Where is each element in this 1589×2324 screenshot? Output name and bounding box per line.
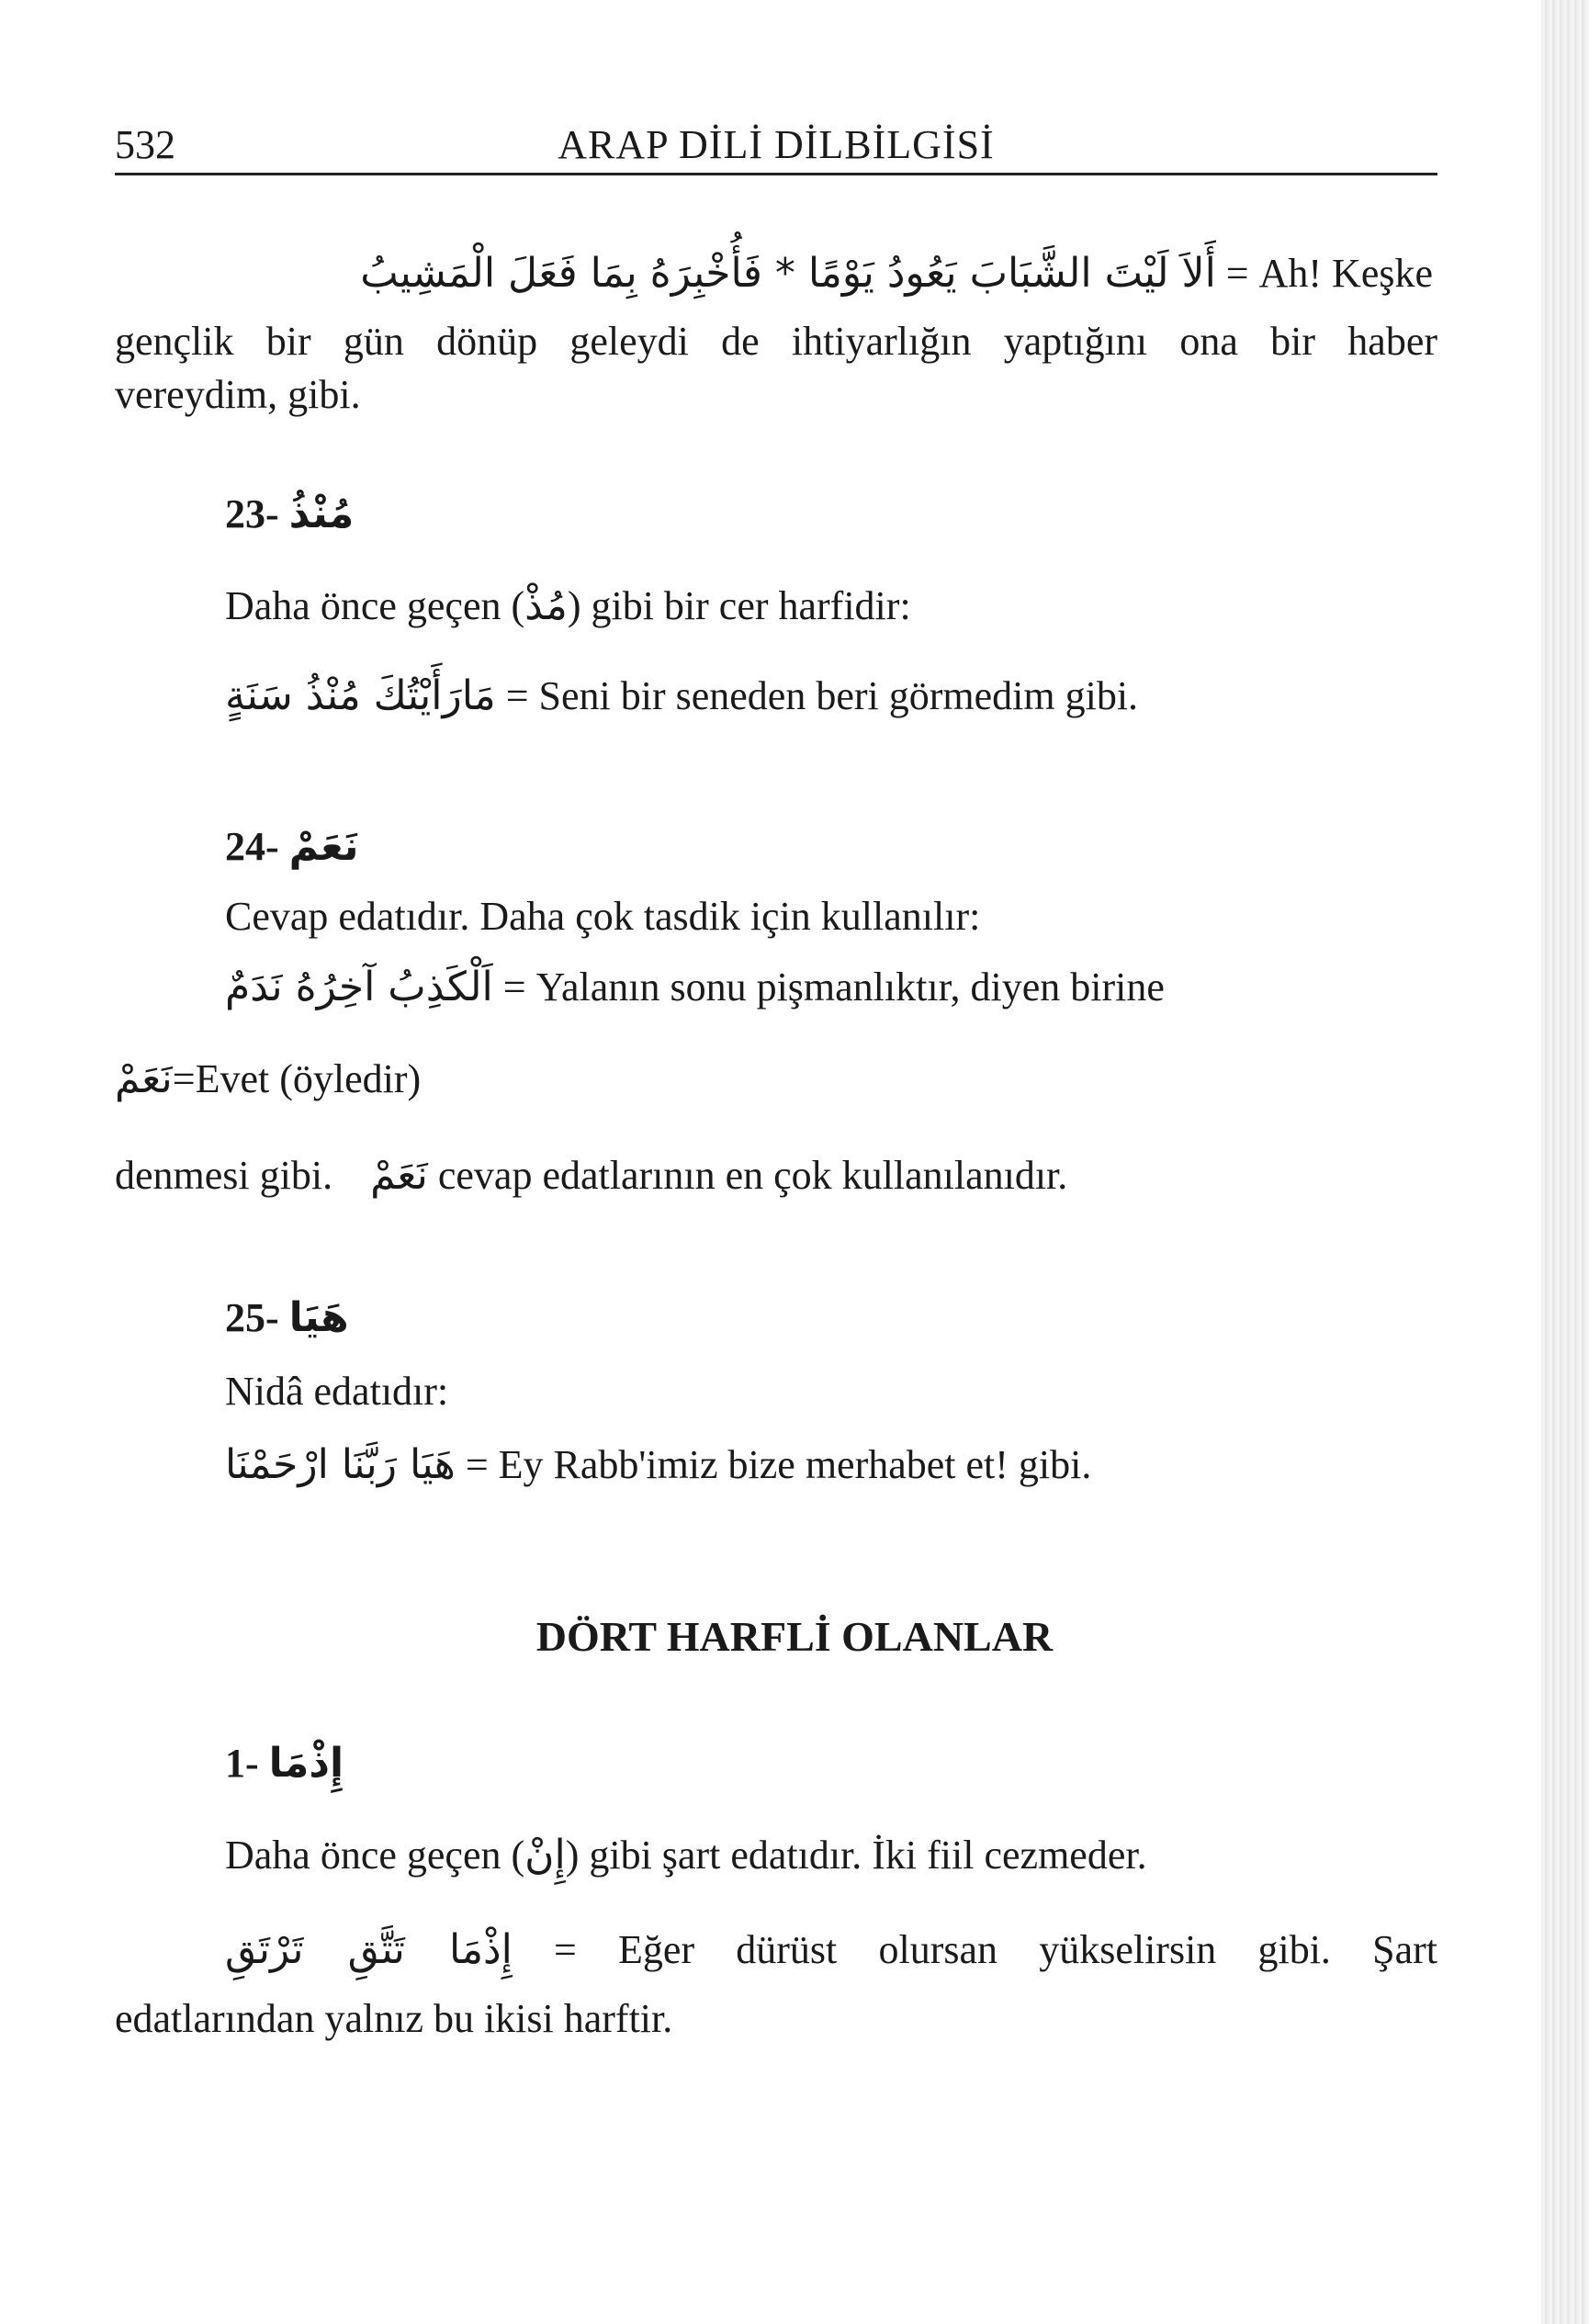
item-1-example-text: = Eğer dürüst olursan yükselirsin gibi. Şart xyxy=(554,1927,1437,1972)
item-1-description xyxy=(225,1828,1147,1883)
item-24-note-before: denmesi gibi. xyxy=(115,1153,333,1198)
item-1-example-line-2: edatlarından yalnız bu ikisi harftir. xyxy=(115,1996,673,2041)
item-24-example-arabic: اَلْكَذِبُ آخِرُهُ نَدَمٌ xyxy=(225,964,493,1010)
item-25-description: Nidâ edatıdır: xyxy=(225,1369,449,1414)
item-24-arabic: نَعَمْ xyxy=(288,823,359,870)
item-25-example xyxy=(225,1438,1091,1493)
item-23-heading xyxy=(225,487,354,542)
item-1-number: 1- xyxy=(225,1741,259,1786)
item-25-heading xyxy=(225,1291,349,1346)
item-1-desc-after: ) gibi şart edatıdır. İki fiil cezmeder. xyxy=(565,1833,1147,1878)
item-23-example-arabic: مَارَأَيْتُكَ مُنْذُ سَنَةٍ xyxy=(225,672,496,719)
item-24-answer-arabic: نَعَمْ xyxy=(115,1055,173,1102)
item-1-heading xyxy=(225,1736,344,1791)
item-23-example xyxy=(225,669,1138,724)
item-25-example-text: = Ey Rabb'imiz bize merhabet et! gibi. xyxy=(465,1442,1092,1487)
intro-eq-text: = Ah! Keşke xyxy=(1225,251,1433,296)
running-title: ARAP DİLİ DİLBİLGİSİ xyxy=(558,122,995,167)
item-24-number: 24- xyxy=(225,824,279,869)
item-24-answer-text: =Evet (öyledir) xyxy=(172,1056,422,1101)
page-header xyxy=(115,118,1437,175)
item-23-description xyxy=(225,579,911,634)
intro-line-2: gençlik bir gün dönüp geleydi de ihtiyarlığın yaptığını ona bir haber xyxy=(115,319,1437,364)
item-23-number: 23- xyxy=(225,491,279,536)
page-edge-shading xyxy=(1541,0,1589,2324)
item-23-arabic: مُنْذُ xyxy=(288,491,355,537)
item-24-answer xyxy=(115,1052,421,1107)
section-title: DÖRT HARFLİ OLANLAR xyxy=(535,1613,1054,1660)
page-number: 532 xyxy=(115,122,175,167)
item-23-example-text: = Seni bir seneden beri görmedim gibi. xyxy=(505,673,1139,718)
item-23-desc-after: ) gibi bir cer harfidir: xyxy=(567,583,911,628)
intro-line-1 xyxy=(175,246,1433,301)
item-1-desc-arabic: إِنْ xyxy=(524,1832,566,1878)
item-1-example xyxy=(225,1923,1437,1978)
item-24-note xyxy=(115,1148,1067,1203)
item-23-desc-before: Daha önce geçen ( xyxy=(225,583,525,628)
item-25-example-arabic: هَيَا رَبَّنَا ارْحَمْنَا xyxy=(225,1441,456,1488)
item-24-note-after: cevap edatlarının en çok kullanılanıdır. xyxy=(437,1153,1068,1198)
item-24-heading xyxy=(225,819,359,874)
item-1-desc-before: Daha önce geçen ( xyxy=(225,1833,525,1878)
item-25-arabic: هَيَا xyxy=(288,1294,349,1341)
item-25-number: 25- xyxy=(225,1295,279,1340)
item-24-example-text: = Yalanın sonu pişmanlıktır, diyen birine xyxy=(502,965,1165,1010)
item-1-arabic: إِذْمَا xyxy=(268,1740,344,1787)
intro-arabic: أَلاَ لَيْتَ الشَّبَابَ يَعُودُ يَوْمًا * فَأُخْبِرَهُ بِمَا فَعَلَ الْمَشِيبُ xyxy=(360,250,1216,297)
item-23-desc-arabic: مُذْ xyxy=(524,582,568,629)
item-24-example xyxy=(225,960,1165,1015)
item-24-note-arabic: نَعَمْ xyxy=(370,1152,428,1199)
intro-line-3: vereydim, gibi. xyxy=(115,372,361,417)
item-24-description: Cevap edatıdır. Daha çok tasdik için kullanılır: xyxy=(225,894,981,939)
item-1-example-arabic: إِذْمَا تَتَّقِ تَرْتَقِ xyxy=(225,1926,513,1973)
